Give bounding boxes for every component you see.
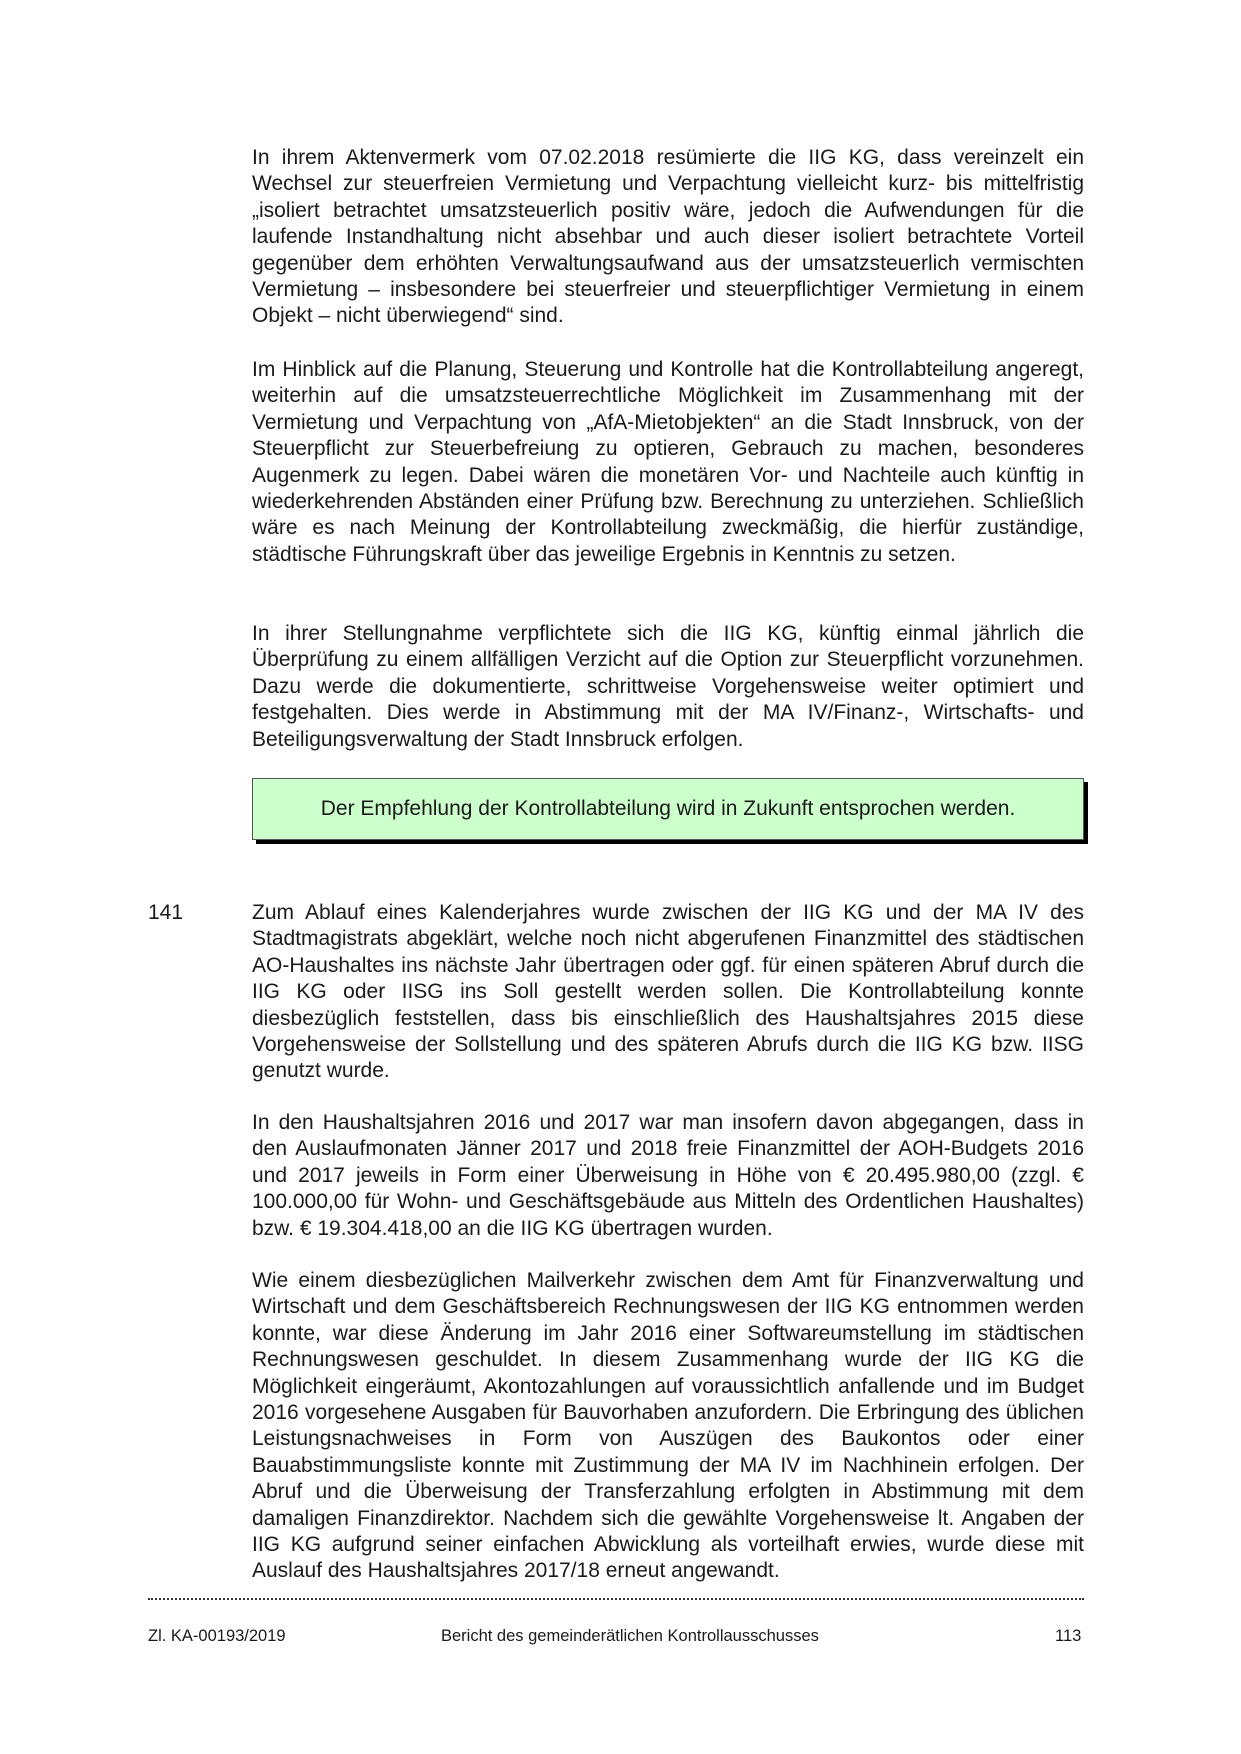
paragraph-stellungnahme: In ihrer Stellungnahme verpflichtete sich die IIG KG, künftig einmal jährlich die Überprüfung zu einem allfälligen Verzicht auf die Option zur Steuerpflicht vorzunehmen. Dazu werde die dokumentierte, schrittweise Vorgehensweise weiter optimiert und festgehalten. Dies werde in Abstimmung mit der MA IV/Finanz-, Wirtschafts- und Beteiligungsverwaltung der Stadt Innsbruck erfolgen. (252, 622, 1084, 751)
paragraph-aktenvermerk: In ihrem Aktenvermerk vom 07.02.2018 resümierte die IIG KG, dass vereinzelt ein Wechsel zur steuerfreien Vermietung und Verpachtung vielleicht kurz- bis mittelfristig „isoliert betrachtet umsatzsteuerlich positiv wäre, jedoch die Aufwendungen für die laufende Instandhaltung nicht absehbar und auch dieser isoliert betrachtete Vorteil gegenüber dem erhöhten Verwaltungsaufwand aus der umsatzsteuerlich vermischten Vermietung – insbesondere bei steuerfreier und steuerpflichtiger Vermietung in einem Objekt – nicht überwiegend“ sind. (252, 146, 1084, 328)
paragraph-mailverkehr: Wie einem diesbezüglichen Mailverkehr zwischen dem Amt für Finanzverwaltung und Wirtschaft und dem Geschäftsbereich Rechnungswesen der IIG KG entnommen werden konnte, war diese Änderung im Jahr 2016 einer Softwareumstellung im städtischen Rechnungswesen geschuldet. In diesem Zusammenhang wurde der IIG KG die Möglichkeit eingeräumt, Akontozahlungen auf voraussichtlich anfallende und im Budget 2016 vorgesehene Ausgaben für Bauvorhaben anzufordern. Die Erbringung des üblichen Leistungsnachweises in Form von Auszügen des Baukontos oder einer Bauabstimmungsliste konnte mit Zustimmung der MA IV im Nachhinein erfolgen. Der Abruf und die Überweisung der Transferzahlung erfolgten in Abstimmung mit dem damaligen Finanzdirektor. Nachdem sich die gewählte Vorgehensweise lt. Angaben der IIG KG aufgrund seiner einfachen Abwicklung als vorteilhaft erwies, wurde diese mit Auslauf des Haushaltsjahres 2017/18 erneut angewandt. (252, 1269, 1084, 1583)
paragraph-planung-steuerung: Im Hinblick auf die Planung, Steuerung und Kontrolle hat die Kontrollabteilung angeregt, weiterhin auf die umsatzsteuerrechtliche Möglichkeit im Zusammenhang mit der Vermietung und Verpachtung von „AfA-Mietobjekten“ an die Stadt Innsbruck, von der Steuerpflicht zur Steuerbefreiung zu optieren, Gebrauch zu machen, besonderes Augenmerk zu legen. Dabei wären die monetären Vor- und Nachteile auch künftig in wiederkehrenden Abständen einer Prüfung bzw. Berechnung zu unterziehen. Schließlich wäre es nach Meinung der Kontrollabteilung zweckmäßig, die hierfür zuständige, städtische Führungskraft über das jeweilige Ergebnis in Kenntnis zu setzen. (252, 358, 1084, 566)
paragraph-haushaltsjahre: In den Haushaltsjahren 2016 und 2017 war man insofern davon abgegangen, dass in den Auslaufmonaten Jänner 2017 und 2018 freie Finanzmittel der AOH-Budgets 2016 und 2017 jeweils in Form einer Überweisung in Höhe von € 20.495.980,00 (zzgl. € 100.000,00 für Wohn- und Geschäftsgebäude aus Mitteln des Ordentlichen Haushaltes) bzw. € 19.304.418,00 an die IIG KG übertragen wurden. (252, 1111, 1084, 1240)
paragraph-number: 141 (148, 901, 184, 924)
footer-reference: Zl. KA-00193/2019 (148, 1627, 286, 1645)
footer-page-number: 113 (1055, 1627, 1082, 1645)
footer-title: Bericht des gemeinderätlichen Kontrollausschusses (441, 1627, 819, 1645)
recommendation-box (252, 778, 1084, 840)
recommendation-text: Der Empfehlung der Kontrollabteilung wird in Zukunft entsprochen werden. (320, 797, 1016, 820)
paragraph-kalenderjahr: Zum Ablauf eines Kalenderjahres wurde zwischen der IIG KG und der MA IV des Stadtmagistrats abgeklärt, welche noch nicht abgerufenen Finanzmittel des städtischen AO-Haushaltes ins nächste Jahr übertragen oder ggf. für einen späteren Abruf durch die IIG KG oder IISG ins Soll gestellt werden sollen. Die Kontrollabteilung konnte diesbezüglich feststellen, dass bis einschließlich des Haushaltsjahres 2015 diese Vorgehensweise der Sollstellung und des späteren Abrufs durch die IIG KG bzw. IISG genutzt wurde. (252, 901, 1084, 1083)
footer-divider (148, 1598, 1084, 1600)
